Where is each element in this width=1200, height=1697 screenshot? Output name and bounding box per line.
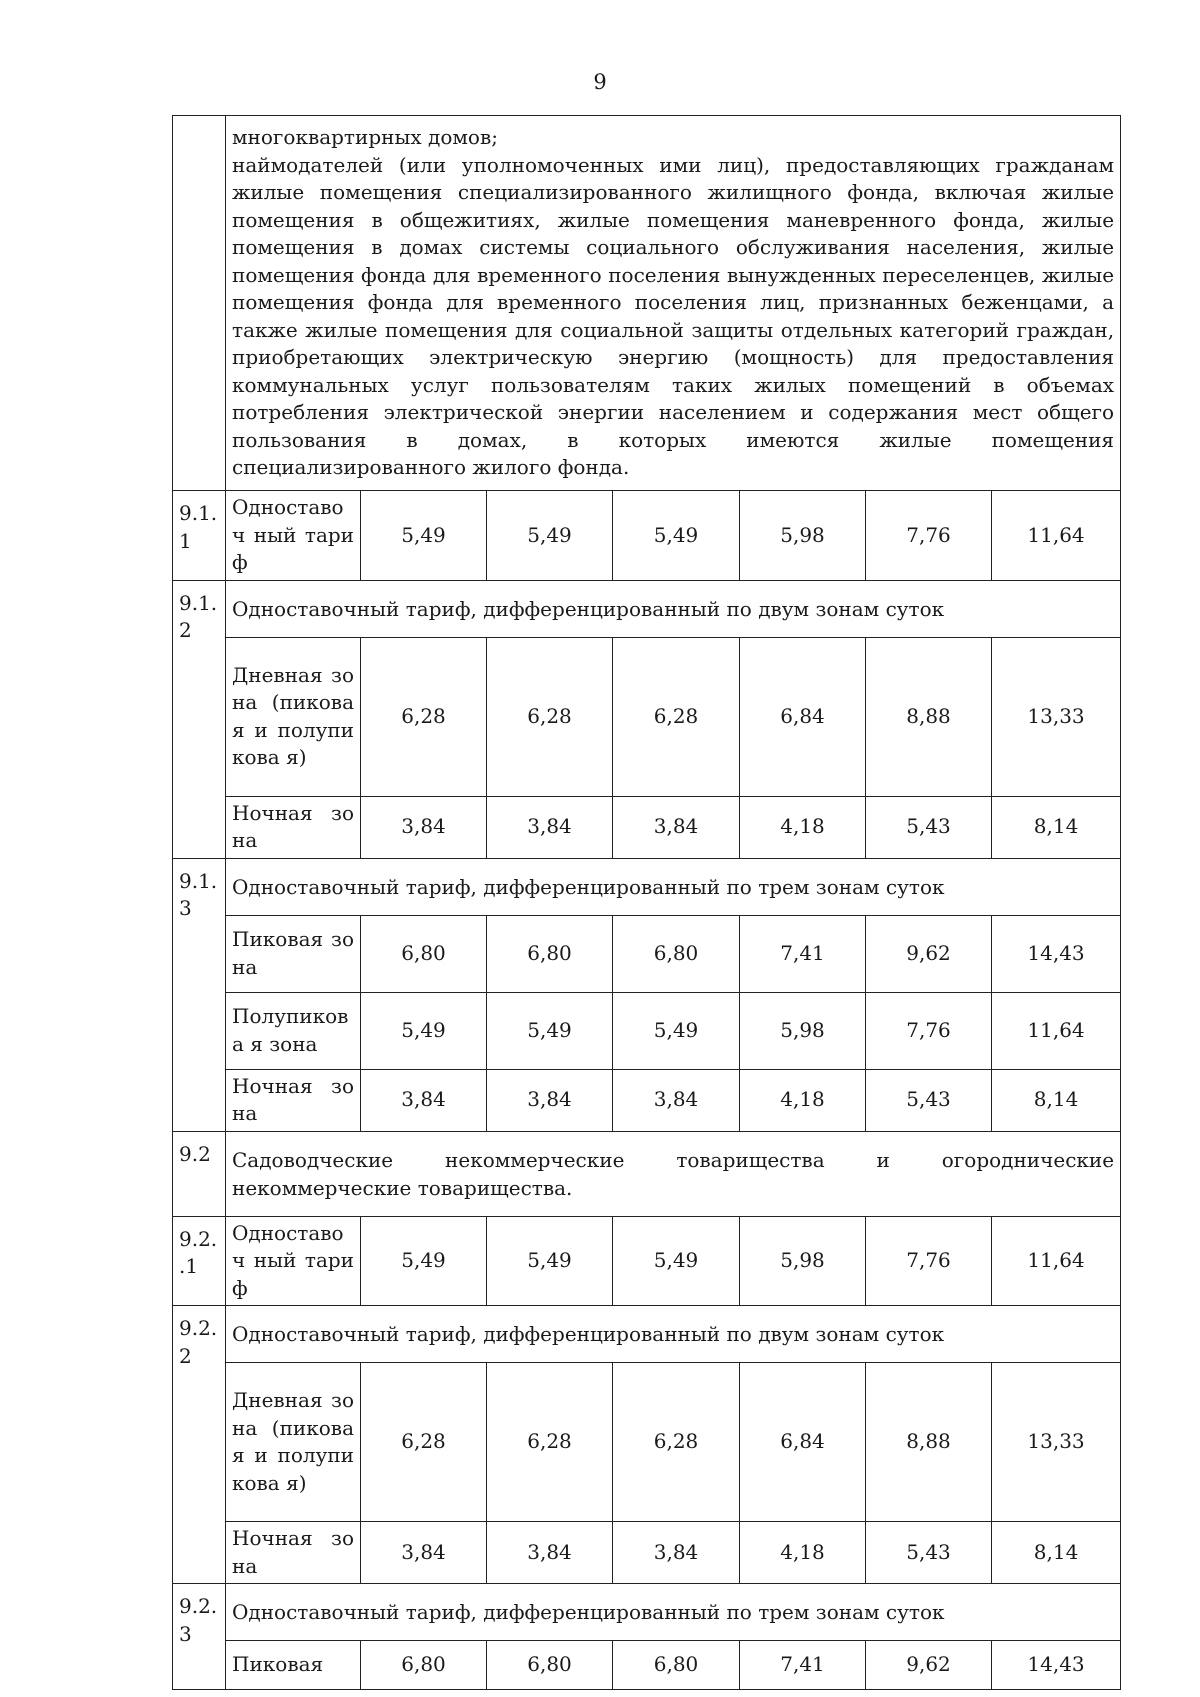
tariff-value: 3,84 xyxy=(361,1522,487,1584)
table-row xyxy=(173,1131,1121,1216)
tariff-value: 5,43 xyxy=(866,1522,992,1584)
tariff-value: 6,84 xyxy=(740,1363,866,1522)
tariff-value: 6,80 xyxy=(487,915,613,992)
section-text: Садоводческие некоммерческие товарищества и огороднические некоммерческие товарищества. xyxy=(226,1131,1121,1216)
tariff-value: 5,49 xyxy=(487,992,613,1069)
section-title: Одноставочный тариф, дифференцированный по двум зонам суток xyxy=(226,1306,1121,1363)
table-row xyxy=(173,992,1121,1069)
tariff-value: 13,33 xyxy=(992,1363,1121,1522)
tariff-value: 4,18 xyxy=(740,1522,866,1584)
row-number: 9.1. 2 xyxy=(173,580,226,858)
tariff-value: 11,64 xyxy=(992,1216,1121,1306)
tariff-value: 5,43 xyxy=(866,1069,992,1131)
row-number: 9.2. 3 xyxy=(173,1584,226,1690)
tariff-value: 5,49 xyxy=(361,491,487,581)
tariff-value: 6,28 xyxy=(361,637,487,796)
tariff-value: 3,84 xyxy=(487,796,613,858)
tariff-value: 14,43 xyxy=(992,1641,1121,1690)
row-number: 9.1. 1 xyxy=(173,491,226,581)
peak-zone-label: Пиковая xyxy=(226,1641,361,1690)
tariff-value: 14,43 xyxy=(992,915,1121,992)
tariff-value: 4,18 xyxy=(740,1069,866,1131)
tariff-value: 6,28 xyxy=(613,637,740,796)
day-zone-label: Дневная зона (пиковая и полупикова я) xyxy=(226,637,361,796)
intro-text: многоквартирных домов; наймодателей (или уполномоченных ими лиц), предоставляющих гражданам жилые помещения специализированного жилищного фонда, включая жилые помещения в общежитиях, жилые помещения маневренного фонда, жилые помещения в домах системы социального обслуживания населения, жилые помещения фонда для временного поселения вынужденных переселенцев, жилые помещения фонда для временного поселения лиц, признанных беженцами, а также жилые помещения для социальной защиты отдельных категорий граждан, приобретающих электрическую энергию (мощность) для предоставления коммунальных услуг пользователям таких жилых помещений в объемах потребления электрической энергии населением и содержания мест общего пользования в домах, в которых имеются жилые помещения специализированного жилого фонда. xyxy=(226,116,1121,491)
tariff-value: 6,80 xyxy=(487,1641,613,1690)
tariff-value: 3,84 xyxy=(613,796,740,858)
row-number: 9.2. .1 xyxy=(173,1216,226,1306)
tariff-value: 6,28 xyxy=(487,1363,613,1522)
tariff-label: Одноставоч ный тариф xyxy=(226,1216,361,1306)
tariff-value: 8,14 xyxy=(992,1522,1121,1584)
tariff-value: 5,98 xyxy=(740,491,866,581)
table-row xyxy=(173,796,1121,858)
tariff-value: 9,62 xyxy=(866,1641,992,1690)
tariff-value: 9,62 xyxy=(866,915,992,992)
row-number: 9.2 xyxy=(173,1131,226,1216)
tariff-value: 5,49 xyxy=(613,491,740,581)
table-row xyxy=(173,1584,1121,1641)
tariff-value: 5,49 xyxy=(487,1216,613,1306)
peak-zone-label: Пиковая зона xyxy=(226,915,361,992)
tariff-value: 3,84 xyxy=(487,1069,613,1131)
table-row xyxy=(173,491,1121,581)
tariff-value: 3,84 xyxy=(361,796,487,858)
tariff-value: 11,64 xyxy=(992,992,1121,1069)
row-number xyxy=(173,116,226,491)
tariff-value: 7,76 xyxy=(866,491,992,581)
section-title: Одноставочный тариф, дифференцированный по трем зонам суток xyxy=(226,858,1121,915)
tariff-value: 3,84 xyxy=(487,1522,613,1584)
tariff-value: 6,80 xyxy=(613,915,740,992)
table-row xyxy=(173,116,1121,491)
tariff-value: 3,84 xyxy=(613,1069,740,1131)
table-row xyxy=(173,637,1121,796)
tariff-value: 8,88 xyxy=(866,1363,992,1522)
tariff-value: 4,18 xyxy=(740,796,866,858)
table-row xyxy=(173,1363,1121,1522)
tariff-value: 6,80 xyxy=(361,1641,487,1690)
night-zone-label: Ночная зона xyxy=(226,1522,361,1584)
tariff-value: 7,76 xyxy=(866,1216,992,1306)
tariff-value: 5,98 xyxy=(740,992,866,1069)
tariff-value: 5,98 xyxy=(740,1216,866,1306)
tariff-value: 6,28 xyxy=(361,1363,487,1522)
tariff-value: 3,84 xyxy=(613,1522,740,1584)
tariff-value: 11,64 xyxy=(992,491,1121,581)
night-zone-label: Ночная зона xyxy=(226,796,361,858)
page-number: 9 xyxy=(593,70,607,94)
tariff-value: 6,28 xyxy=(613,1363,740,1522)
day-zone-label: Дневная зона (пиковая и полупикова я) xyxy=(226,1363,361,1522)
tariff-value: 8,14 xyxy=(992,1069,1121,1131)
tariff-value: 5,49 xyxy=(361,1216,487,1306)
tariff-value: 7,41 xyxy=(740,1641,866,1690)
tariff-table xyxy=(172,115,1121,1690)
tariff-value: 8,14 xyxy=(992,796,1121,858)
table-row xyxy=(173,1069,1121,1131)
table-row xyxy=(173,1216,1121,1306)
tariff-value: 13,33 xyxy=(992,637,1121,796)
section-title: Одноставочный тариф, дифференцированный по двум зонам суток xyxy=(226,580,1121,637)
halfpeak-zone-label: Полупикова я зона xyxy=(226,992,361,1069)
table-row xyxy=(173,580,1121,637)
tariff-value: 5,43 xyxy=(866,796,992,858)
tariff-value: 5,49 xyxy=(361,992,487,1069)
table-row xyxy=(173,1306,1121,1363)
tariff-value: 6,28 xyxy=(487,637,613,796)
tariff-value: 7,41 xyxy=(740,915,866,992)
section-title: Одноставочный тариф, дифференцированный по трем зонам суток xyxy=(226,1584,1121,1641)
tariff-value: 8,88 xyxy=(866,637,992,796)
tariff-value: 3,84 xyxy=(361,1069,487,1131)
tariff-value: 5,49 xyxy=(613,992,740,1069)
tariff-label: Одноставоч ный тариф xyxy=(226,491,361,581)
night-zone-label: Ночная зона xyxy=(226,1069,361,1131)
table-row xyxy=(173,915,1121,992)
tariff-value: 7,76 xyxy=(866,992,992,1069)
tariff-value: 6,80 xyxy=(613,1641,740,1690)
tariff-value: 6,84 xyxy=(740,637,866,796)
tariff-value: 6,80 xyxy=(361,915,487,992)
table-row xyxy=(173,1641,1121,1690)
table-row xyxy=(173,1522,1121,1584)
row-number: 9.2. 2 xyxy=(173,1306,226,1584)
tariff-value: 5,49 xyxy=(487,491,613,581)
table-row xyxy=(173,858,1121,915)
tariff-value: 5,49 xyxy=(613,1216,740,1306)
row-number: 9.1. 3 xyxy=(173,858,226,1131)
